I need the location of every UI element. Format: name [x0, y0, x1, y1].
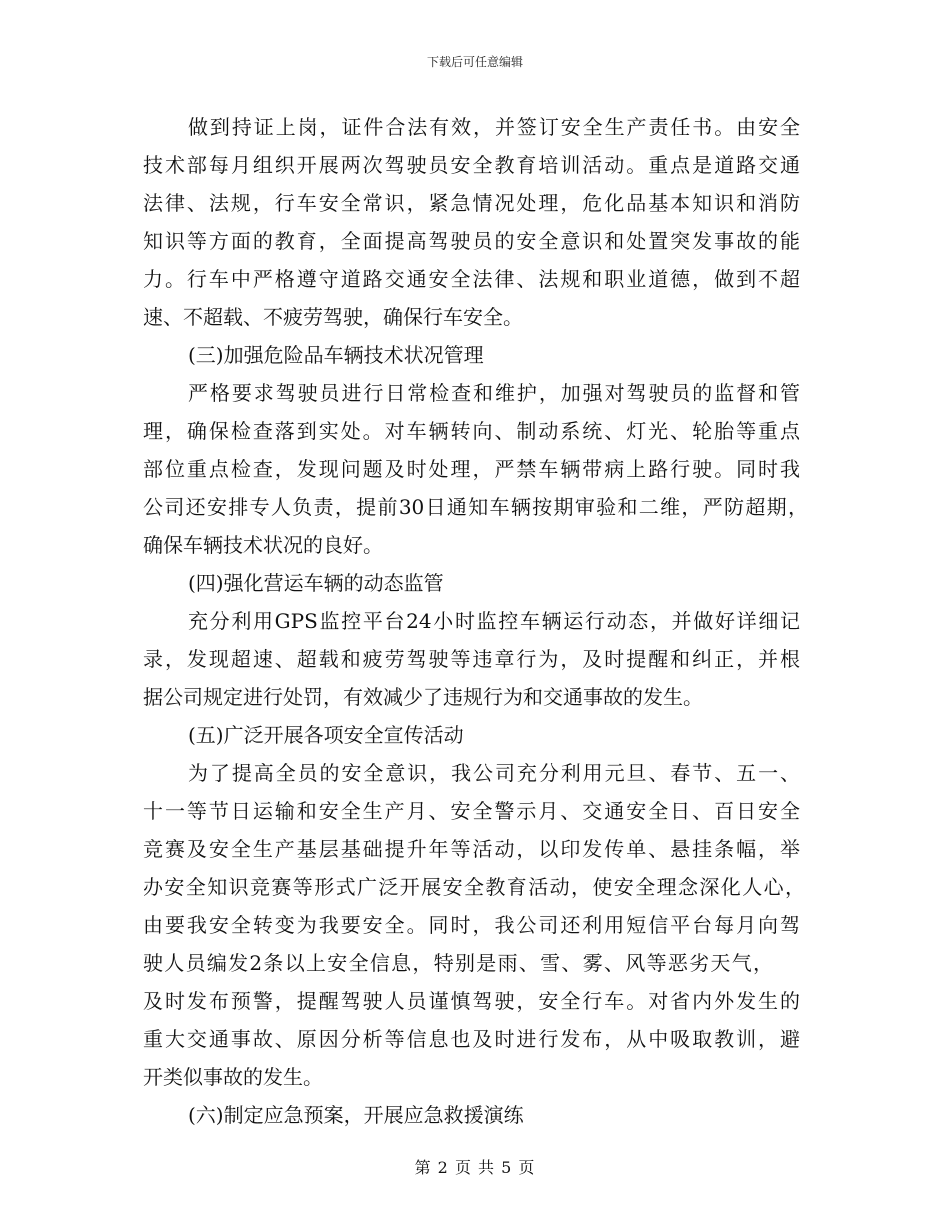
- header-note: 下载后可任意编辑: [426, 55, 523, 69]
- body-line: 速、不超载、不疲劳驾驶，确保行车安全。: [143, 305, 523, 329]
- body-line: 严格要求驾驶员进行日常检查和维护，加强对驾驶员的监督和管: [188, 381, 800, 405]
- body-line: 据公司规定进行处罚，有效减少了违规行为和交通事故的发生。: [143, 685, 703, 709]
- section-heading: (四)强化营运车辆的动态监管: [188, 571, 444, 595]
- body-line: 公司还安排专人负责，提前30日通知车辆按期审验和二维，严防超期，: [143, 495, 808, 519]
- body-line: 为了提高全员的安全意识，我公司充分利用元旦、春节、五一、: [188, 761, 800, 785]
- body-line: 及时发布预警，提醒驾驶人员谨慎驾驶，安全行车。对省内外发生的: [143, 989, 800, 1013]
- body-line: 理，确保检查落到实处。对车辆转向、制动系统、灯光、轮胎等重点: [143, 419, 800, 443]
- body-line: 办安全知识竞赛等形式广泛开展安全教育活动，使安全理念深化人心，: [143, 875, 805, 899]
- body-line: 做到持证上岗，证件合法有效，并签订安全生产责任书。由安全: [188, 115, 800, 139]
- body-line: 驶人员编发2条以上安全信息，特别是雨、雪、雾、风等恶劣天气，: [143, 951, 773, 975]
- body-line: 技术部每月组织开展两次驾驶员安全教育培训活动。重点是道路交通: [143, 153, 800, 177]
- body-line: 部位重点检查，发现问题及时处理，严禁车辆带病上路行驶。同时我: [143, 457, 800, 481]
- body-line: 重大交通事故、原因分析等信息也及时进行发布，从中吸取教训，避: [143, 1027, 800, 1051]
- section-heading: (六)制定应急预案，开展应急救援演练: [188, 1103, 524, 1127]
- body-line: 十一等节日运输和安全生产月、安全警示月、交通安全日、百日安全: [143, 799, 800, 823]
- body-line: 竞赛及安全生产基层基础提升年等活动，以印发传单、悬挂条幅，举: [143, 837, 800, 861]
- body-line: 充分利用GPS监控平台24小时监控车辆运行动态，并做好详细记: [188, 609, 800, 633]
- body-line: 录，发现超速、超载和疲劳驾驶等违章行为，及时提醒和纠正，并根: [143, 647, 800, 671]
- body-line: 法律、法规，行车安全常识，紧急情况处理，危化品基本知识和消防: [143, 191, 800, 215]
- section-heading: (三)加强危险品车辆技术状况管理: [188, 343, 484, 367]
- section-heading: (五)广泛开展各项安全宣传活动: [188, 723, 464, 747]
- body-line: 确保车辆技术状况的良好。: [143, 533, 383, 557]
- body-line: 开类似事故的发生。: [143, 1065, 323, 1089]
- body-line: 力。行车中严格遵守道路交通安全法律、法规和职业道德，做到不超: [143, 267, 800, 291]
- body-line: 由要我安全转变为我要安全。同时，我公司还利用短信平台每月向驾: [143, 913, 800, 937]
- page-number: 第 2 页 共 5 页: [414, 1158, 536, 1177]
- body-line: 知识等方面的教育，全面提高驾驶员的安全意识和处置突发事故的能: [143, 229, 800, 253]
